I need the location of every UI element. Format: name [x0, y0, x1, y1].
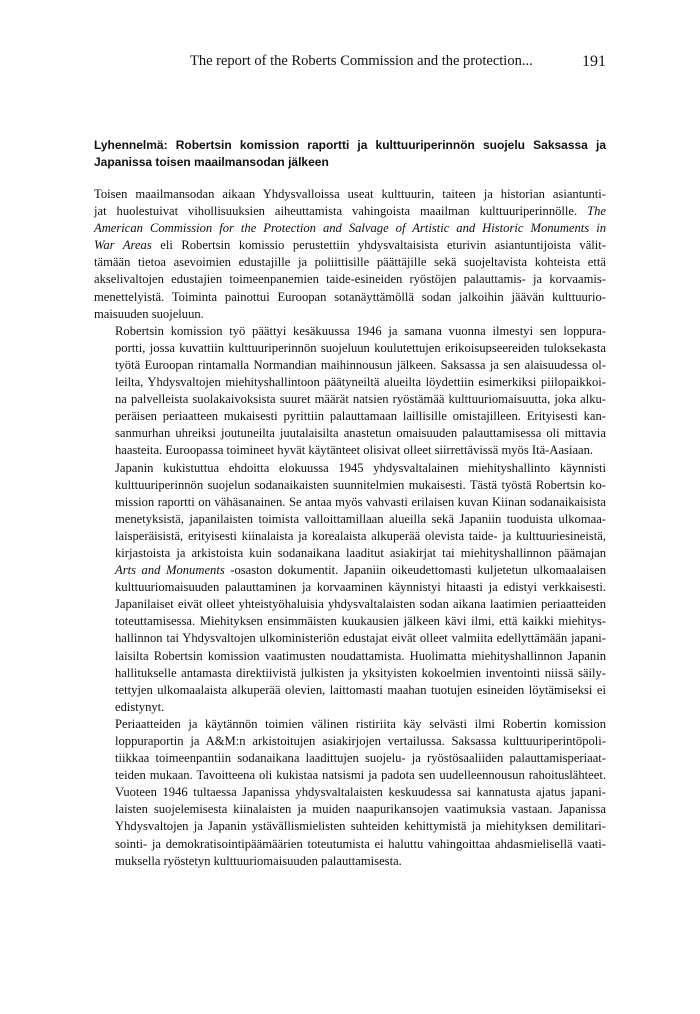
text-line	[94, 237, 606, 254]
text-line: mission raportti on vähäsanainen. Se antaa myös vahvasti erilaisen kuvan Kiinan sodanaikaisista	[115, 494, 606, 509]
text-line: Japanilaiset eivät olleet yhteistyöhaluisia yhdysvaltalaisten sodan aikana laatimien periaatteiden	[115, 597, 606, 612]
text-line: tämään tietoa asevoimien edustajille ja poliittisille päättäjille sekä suojeltavista kohteista että	[94, 255, 606, 270]
text-line: loppuraportin ja A&M:n arkistoitujen asiakirjojen vertailussa. Saksassa kulttuuriperintöpoli-	[115, 734, 606, 748]
text-line: tiikkaa toimeenpantiin sodanaikana laadittujen suojelu- ja ryöstösaaliiden palauttamisperiaat-	[115, 751, 606, 766]
running-head	[92, 53, 606, 73]
text-line: teiden mukaan. Tavoitteena oli kukistaa natsismi ja padota sen uudelleennousun rahoituslähteet.	[115, 768, 606, 783]
text-line: kirjastoista ja arkistoista kuin sodanaikana laaditut asiakirjat tai miehityshallinnon päämajan	[115, 545, 606, 560]
text-line: toteuttamisessa. Miehityksen ensimmäisten kuukausien jälkeen kävi ilmi, että kaikki miehitys-	[115, 614, 606, 629]
text-line: laisperäisistä, erityisesti kiinalaista ja korealaista alkuperää olevista taide- ja kulttuuriesineistä,	[115, 528, 606, 543]
text-line: hallitukselle antamasta direktiivistä julkisten ja yksityisten kokoelmien inventointi niissä säily-	[115, 665, 606, 680]
text-line: edistynyt.	[115, 699, 165, 714]
text-line: työtä Euroopan rintamalla Normandian maihinnousun jälkeen. Saksassa ja sen alaisuudessa ol-	[115, 357, 606, 372]
abstract-body	[94, 186, 606, 870]
text-line: peräisen periaatteen mukaisesti pyrittiin palauttamaan laillisille omistajilleen. Erityisesti kan-	[115, 409, 606, 424]
italic-title-run: Arts and Monuments	[115, 563, 225, 578]
text-run: eli Robertsin komissio perustettiin yhdysvaltaisista eturivin asiantuntijoista välit-	[160, 238, 606, 253]
text-run: -osaston dokumentit. Japaniin oikeudettomasti kuljetetun ulkomaalaisen	[230, 563, 606, 578]
text-line: kulttuuriperinnön suojelun sodanaikaisten suunnitelmien mukaisesti. Tästä työstä Robertsin ko-	[115, 477, 606, 492]
text-line: laisten suojelemisesta kiinalaisten ja muiden naapurikansojen vaatimuksia vastaan. Japanissa	[115, 802, 606, 817]
text-line: Vuoteen 1946 tultaessa Japanissa yhdysvaltalaisten keskuudessa sai kannatusta ajatus japani-	[115, 785, 606, 800]
text-line: na palvelleista suolakaivoksista suuret määrät natsien ryöstämää kulttuuriomaisuutta, joka alku-	[115, 392, 606, 407]
text-line: maisuuden suojeluun.	[94, 306, 204, 321]
text-line: menettelyistä. Toiminta painottui Euroopan sotanäyttämöllä sodan jalkoihin jäävän kulttuurio-	[94, 289, 606, 304]
text-line: sanmurhan uhreiksi joutuneilta juutalaisilta anastetun omaisuuden palauttamisessa oli mittavia	[115, 426, 606, 441]
paragraph-2	[94, 323, 606, 460]
page-number: 191	[582, 53, 606, 70]
text-run: jat huolestuivat vihollisuuksien aiheuttamista vahingoista maailman kulttuuriperinnölle.	[94, 204, 578, 219]
paragraph-3	[94, 460, 606, 716]
text-line: kulttuuriomaisuuden palauttaminen ja korvaaminen käynnistyi hitaasti ja edistyi verkkaisesti.	[115, 580, 606, 595]
italic-title-run: American Commission for the Protection and Salvage of Artistic and Historic Monuments in	[94, 221, 606, 236]
text-line: Toisen maailmansodan aikaan Yhdysvalloissa useat kulttuurin, taiteen ja historian asiantunti-	[94, 187, 606, 201]
text-line: menetyksistä, japanilaisten toimista valloittamillaan alueilla sekä Japaniin tuoduista ulkomaa-	[115, 511, 606, 526]
text-line	[94, 203, 606, 220]
abstract-heading	[94, 137, 606, 171]
heading-line: Japanissa toisen maailmansodan jälkeen	[94, 155, 329, 169]
text-line: muksella ryöstetyn kulttuuriomaisuuden palauttamisesta.	[115, 853, 402, 868]
text-line: Robertsin komission työ päättyi kesäkuussa 1946 ja samana vuonna ilmestyi sen loppura-	[115, 323, 606, 338]
text-line: Japanin kukistuttua ehdoitta elokuussa 1945 yhdysvaltalainen miehityshallinto käynnisti	[115, 460, 606, 475]
heading-line: Lyhennelmä: Robertsin komission raportti ja kulttuuriperinnön suojelu Saksassa ja	[94, 138, 606, 152]
text-line: hallinnon tai Yhdysvaltojen ulkoministeriön edustajat eivät olleet valmiita edellyttämään japani-	[115, 631, 606, 646]
text-line: haasteita. Euroopassa toimineet hyvät käytänteet olisivat olleet siirrettävissä myös Itä-Aasiaan.	[115, 443, 594, 458]
text-line: laisilta Robertsin komission vaatimusten noudattamista. Huolimatta miehityshallinnon Japanin	[115, 648, 606, 663]
paragraph-4	[94, 716, 606, 870]
text-line	[94, 562, 606, 579]
italic-title-run: The	[587, 204, 606, 219]
text-line: akselivaltojen edustajien toimeenpanemien taide-esineiden ryöstöjen palauttamis- ja korvaamis-	[94, 272, 606, 287]
running-title: The report of the Roberts Commission and the protection...	[190, 53, 533, 69]
text-line: Yhdysvaltojen ja Japanin ystävällismielisten suhteiden kehittymistä ja miehityksen demilitari-	[115, 819, 606, 834]
text-line: sointi- ja demokratisointipäämäärien toteutumista ei haluttu vahingoittaa ahdasmielisellä vaati-	[115, 836, 606, 851]
text-line: portti, jossa kuvattiin kulttuuriperinnön suojeluun koulutettujen erikoisupseereiden tuloksekasta	[115, 340, 606, 355]
italic-title-run: War Areas	[94, 238, 152, 253]
text-line: tettyjen ulkomaalaista alkuperää olevien, laittomasti maahan tuotujen esineiden löytämiseksi ei	[115, 682, 606, 697]
paragraph-1	[94, 186, 606, 323]
text-line	[94, 220, 606, 237]
text-line: Periaatteiden ja käytännön toimien välinen ristiriita käy selvästi ilmi Robertin komission	[115, 716, 606, 731]
text-line: leilta, Yhdysvaltojen miehityshallintoon päätyneiltä alueilta löydettiin esimerkiksi piilopaikkoi-	[115, 375, 606, 390]
